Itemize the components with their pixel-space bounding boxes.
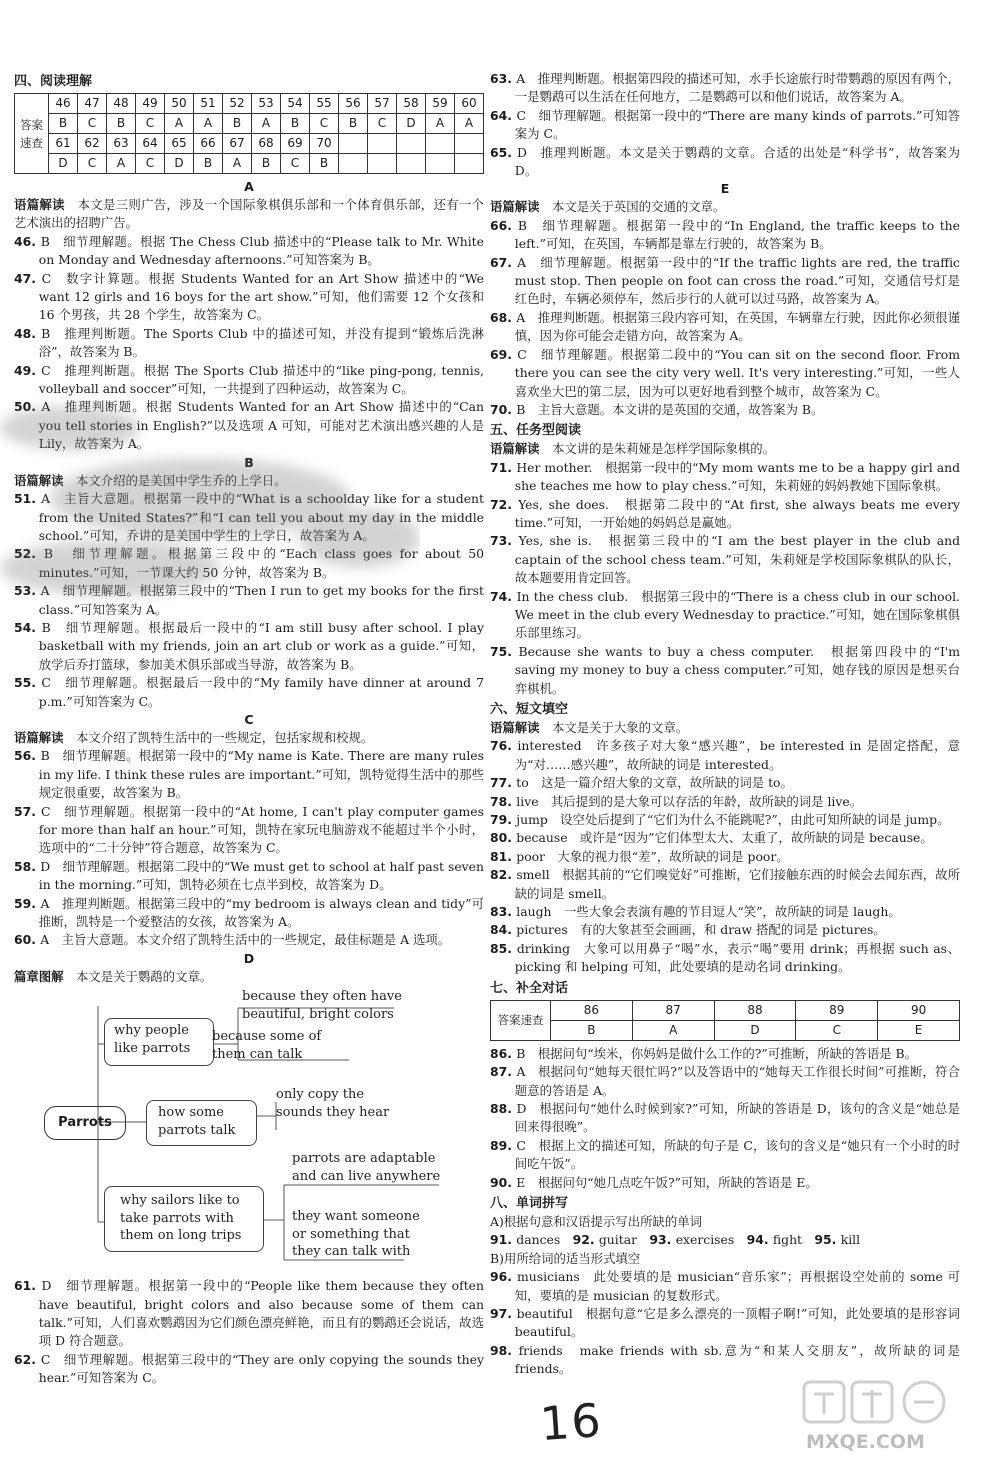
item-number: 66. (490, 217, 518, 233)
item-number: 49. (14, 362, 42, 378)
answer-item (14, 619, 484, 674)
item-explanation: Her mother. 根据第一段中的“My mom wants me to be a happy girl and she teaches me how to play chess.”可知，朱莉娅的妈妈教她下国际象棋。 (514, 459, 960, 494)
answer-table-cell: 62 (78, 134, 107, 154)
answer-table-cell: 55 (310, 94, 339, 114)
answer-table-cell: C (310, 114, 339, 134)
answer-table-cell: A (455, 114, 484, 134)
item-number: 90. (490, 1174, 517, 1190)
answer-table-cell: A (252, 114, 281, 134)
passage-letter-c: C (244, 711, 254, 727)
answer-item (490, 401, 960, 419)
intro-label: 语篇解读 (14, 729, 64, 745)
section6-intro (490, 719, 960, 737)
answer-table-cell: A (632, 1020, 714, 1040)
item-explanation: Yes, she is. 根据第三段中的“I am the best player in the club and captain of the school chess team.”可知，朱莉娅是学校国际象棋队的队长，故本题要用肯定回答。 (514, 533, 961, 586)
passage-a-intro (14, 196, 484, 233)
answer-item (14, 1351, 484, 1388)
answer-table-cell: B (252, 154, 281, 174)
answer-table-cell: 63 (107, 134, 136, 154)
item-number: 53. (14, 583, 41, 599)
right-column (490, 70, 960, 1379)
item-number: 81. (490, 848, 517, 864)
answer-table-cell: A (194, 114, 223, 134)
item-explanation: laugh 一些大象会表演有趣的节目逗人“笑”，故所缺的词是 laugh。 (516, 904, 901, 920)
left-column (14, 70, 484, 1388)
item-explanation: C 细节理解题。根据第一段中的“There are many kinds of parrots.”可知答案为 C。 (514, 107, 961, 142)
answer-table-row (15, 94, 484, 114)
item-number: 98. (490, 1342, 519, 1358)
item-explanation: pictures 有的大象甚至会画画，和 draw 搭配的词是 pictures。 (516, 922, 886, 938)
section6-items (490, 737, 960, 976)
answer-table-row (491, 1020, 960, 1040)
answer-table-cell (455, 134, 484, 154)
answer-table-cell: 61 (49, 134, 78, 154)
item-number: 68. (490, 309, 517, 325)
intro-text: 本文介绍的是美国中学生乔的上学日。 (75, 472, 287, 488)
item-explanation: A 推理判断题。根据第四段的描述可知，水手长途旅行时带鹦鹉的原因有两个，一是鹦鹉可以生活在任何地方，二是鹦鹉可以和他们说话，故答案为 A。 (514, 71, 960, 105)
section8-part-a-answers (490, 1231, 960, 1249)
section8-items (490, 1268, 960, 1378)
item-number: 89. (490, 1137, 517, 1153)
answer-table-cell: 51 (194, 94, 223, 114)
item-number: 94. (746, 1232, 773, 1248)
mind-map-branch-why-people: why people like parrots (114, 1023, 191, 1056)
item-explanation: poor 大象的视力很“差”，故所缺的词是 poor。 (516, 848, 789, 864)
item-number: 92. (572, 1232, 599, 1248)
answer-item (490, 866, 960, 903)
passage-letter-e: E (720, 181, 730, 197)
answer-item (490, 346, 960, 401)
item-number: 77. (490, 775, 517, 791)
answer-table-cell: C (796, 1020, 878, 1040)
answer-table-cell: B (49, 114, 78, 134)
answer-table-cell: B (223, 114, 252, 134)
answer-item (490, 70, 960, 107)
item-number: 87. (490, 1064, 517, 1080)
answer-table-46-70 (14, 93, 484, 174)
item-explanation: Yes, she does. 根据第二段中的“At first, she always beats me every time.”可知，一开始她的妈妈总是赢她。 (514, 496, 961, 530)
answer-item (14, 582, 484, 619)
item-number: 52. (14, 546, 44, 562)
item-explanation: interested 许多孩子对大象“感兴趣”，be interested in 是固定搭配，意为“对……感兴趣”，故所缺的词是 interested。 (514, 738, 961, 772)
item-explanation: D 根据问句“她什么时候到家?”可知，所缺的答语是 D，该句的含义是“她总是回来得很晚”。 (514, 1100, 960, 1135)
answer-item (490, 459, 960, 496)
item-explanation: C 数字计算题。根据 Students Wanted for an Art Show 描述中的“We want 12 girls and 16 boys for the art show.”可知，他们需要 12 个女孩和 16 个男孩，共 28 个学生，故答案为 C。 (38, 270, 484, 323)
item-explanation: D 细节理解题。根据第二段中的“We must get to school at half past seven in the morning.”可知，凯特必须在七点半到校，故答案为 D。 (38, 858, 484, 893)
answer-table-cell: C (136, 114, 165, 134)
section-heading-task-reading: 五、任务型阅读 (490, 423, 582, 439)
item-number: 72. (490, 496, 519, 512)
answer-item (14, 398, 484, 453)
answer-table-cell: 60 (455, 94, 484, 114)
answer-item (490, 217, 960, 254)
answer-table-cell: D (165, 154, 194, 174)
item-number: 46. (14, 233, 41, 249)
item-explanation: friends make friends with sb.意为“和某人交朋友”，故所缺的词是 friends。 (514, 1342, 960, 1377)
passage-letter-b: B (244, 454, 254, 470)
section-heading-spelling: 八、单词拼写 (490, 1195, 569, 1211)
answer-item (14, 747, 484, 802)
item-number: 80. (490, 830, 517, 846)
answer-item (14, 545, 484, 582)
watermark-logo (800, 1378, 990, 1456)
answer-item (490, 829, 960, 847)
item-explanation: C 细节理解题。根据第三段中的“They are only copying the sounds they hear.”可知答案为 C。 (38, 1351, 484, 1386)
intro-text: 本文是三则广告，涉及一个国际象棋俱乐部和一个体育俱乐部，还有一个艺术演出的招聘广告。 (14, 197, 485, 231)
answer-item (14, 362, 484, 399)
answer-table-cell (339, 134, 368, 154)
answer-item (14, 931, 484, 949)
answer-table-cell: 47 (78, 94, 107, 114)
item-number: 95. (814, 1232, 841, 1248)
item-explanation: B 细节理解题。根据第一段中的“In England, the traffic keeps to the left.”可知，在英国，车辆都是靠左行驶的，故答案为 B。 (514, 217, 960, 252)
answer-item (490, 1305, 960, 1342)
item-explanation: B 细节理解题。根据第三段中的“Each class goes for about 50 minutes.”可知，一节课大约 50 分钟，故答案为 B。 (38, 546, 484, 580)
item-number: 73. (490, 533, 519, 549)
mind-map-leaf-copy-sounds: only copy the sounds they hear (276, 1087, 390, 1120)
passage-e-intro (490, 198, 960, 216)
item-number: 56. (14, 748, 41, 764)
answer-table-cell: A (107, 154, 136, 174)
answer-item (14, 1277, 484, 1351)
mind-map-branch-how-talk: how some parrots talk (158, 1105, 236, 1138)
answer-table-cell: A (223, 154, 252, 174)
answer-item (490, 1063, 960, 1100)
answer-table-cell: C (368, 114, 397, 134)
mind-map-branch-sailors: why sailors like to take parrots with them on long trips (120, 1193, 242, 1244)
intro-text: 本文是关于鹦鹉的文章。 (75, 968, 213, 984)
item-explanation: A 推理判断题。根据 Students Wanted for an Art Show 描述中的“Can you tell stories in English?”以及选项 A 可知，可能对艺术演出感兴趣的人是 Lily，故答案为 A。 (38, 399, 484, 452)
answer-table-row (15, 154, 484, 174)
answer-item (14, 803, 484, 858)
item-number: 91. (490, 1232, 517, 1248)
passage-letter-a: A (244, 179, 254, 194)
spelling-answer: exercises (675, 1232, 747, 1248)
answer-table-cell: 90 (878, 1000, 960, 1020)
passage-d-items (14, 1277, 484, 1387)
answer-item (490, 1137, 960, 1174)
section5-intro (490, 440, 960, 458)
answer-item (490, 1268, 960, 1305)
answer-table-side-label: 答案速查 (15, 94, 49, 174)
answer-table-cell: C (136, 154, 165, 174)
section8-part-b-label: B)用所给词的适当形式填空 (490, 1250, 641, 1266)
parrots-mind-map (14, 990, 484, 1275)
answer-item (490, 254, 960, 309)
passage-a-items (14, 233, 484, 454)
answer-table-cell: D (397, 114, 426, 134)
answer-item (490, 848, 960, 866)
mind-map-leaf-talk: because some of them can talk (212, 1029, 322, 1062)
item-explanation: because 或许是“因为”它们体型太大、太重了，故所缺的词是 because。 (516, 830, 933, 846)
answer-table-cell: 57 (368, 94, 397, 114)
item-explanation: C 根据上文的描述可知，所缺的句子是 C，该句的含义是“她只有一个小时的时间吃午饭”。 (514, 1137, 961, 1172)
item-explanation: musicians 此处要填的是 musician“音乐家”；再根据设空处前的 some 可知，要填的是 musician 的复数形式。 (514, 1269, 960, 1303)
answer-table-cell (426, 134, 455, 154)
answer-item (490, 107, 960, 144)
answer-item (490, 940, 960, 977)
answer-table-cell: 65 (165, 134, 194, 154)
item-number: 54. (14, 619, 42, 635)
answer-table-cell (455, 154, 484, 174)
answer-table-cell (368, 154, 397, 174)
item-number: 74. (490, 588, 517, 604)
section7-items (490, 1045, 960, 1192)
answer-item (14, 490, 484, 545)
passage-e-items (490, 217, 960, 419)
answer-item (490, 793, 960, 811)
intro-label: 语篇解读 (490, 720, 540, 735)
item-number: 71. (490, 459, 517, 475)
item-number: 60. (14, 932, 41, 948)
item-explanation: C 细节理解题。根据第二段中的“You can sit on the second floor. From there you can see the city very well. It's very interesting.”可知，一些人喜欢坐大巴的第二层，因为可以更好地看到整个城市，故答案为 C。 (514, 346, 960, 399)
item-number: 57. (14, 803, 41, 819)
item-explanation: D 细节理解题。根据第一段中的“People like them because they often have beautiful, bright colors and also because some of them can talk.”可知，人们喜欢鹦鹉因为它们颜色漂亮鲜艳，而且有的鹦鹉还会说话，故选项 D 符合题意。 (38, 1278, 484, 1349)
item-explanation: beautiful 根据句意“它是多么漂亮的一顶帽子啊!”可知，此处要填的是形容词 beautiful。 (514, 1305, 960, 1340)
item-number: 64. (490, 107, 517, 123)
answer-item (14, 233, 484, 270)
answer-table-cell: B (339, 114, 368, 134)
passage-d-continued-items (490, 70, 960, 180)
section8-part-a-label: A)根据句意和汉语提示写出所缺的单词 (490, 1213, 703, 1229)
answer-table-cell: D (714, 1020, 796, 1040)
item-number: 97. (490, 1305, 517, 1321)
item-number: 78. (490, 793, 517, 809)
answer-item (490, 309, 960, 346)
intro-label: 语篇解读 (490, 441, 540, 457)
section-heading-cloze: 六、短文填空 (490, 702, 569, 717)
item-number: 59. (14, 895, 41, 911)
passage-letter-d: D (243, 950, 255, 966)
item-explanation: E 根据问句“她几点吃午饭?”可知，所缺的答语是 E。 (516, 1174, 818, 1190)
answer-table-cell: B (551, 1020, 633, 1040)
item-explanation: A 主旨大意题。本文介绍了凯特生活中的一些规定，最佳标题是 A 选项。 (40, 932, 451, 948)
item-number: 69. (490, 346, 518, 362)
answer-table-cell: D (49, 154, 78, 174)
answer-table-cell: 88 (714, 1000, 796, 1020)
answer-table-side-label: 答案速查 (491, 1000, 551, 1040)
answer-table-row (15, 134, 484, 154)
item-explanation: live 其后提到的是大象可以存活的年龄，故所缺的词是 live。 (516, 793, 863, 809)
answer-table-cell: 58 (397, 94, 426, 114)
answer-table-cell (426, 154, 455, 174)
item-explanation: A 主旨大意题。根据第一段中的“What is a schoolday like for a student from the United States?”和“I can tell you about my day in the middle school.”可知，乔讲的是美国中学生的上学日，故答案为 A。 (38, 491, 485, 543)
item-number: 93. (649, 1232, 676, 1248)
answer-table-cell (397, 154, 426, 174)
answer-table-cell: 59 (426, 94, 455, 114)
answer-table-86-90 (490, 1000, 960, 1041)
answer-item (490, 588, 960, 643)
item-explanation: A 根据问句“她每天很忙吗?”以及答语中的“她每天工作很长时间”可推断，符合题意的答语是 A。 (514, 1064, 960, 1098)
item-explanation: B 细节理解题。根据第一段中的“My name is Kate. There are many rules in my life. I think these rules are important.”可知，凯特觉得生活中的那些规定很重要，故答案为 B。 (38, 748, 485, 801)
answer-table-cell: 49 (136, 94, 165, 114)
spelling-answer: kill (840, 1232, 873, 1248)
item-explanation: to 这是一篇介绍大象的文章，故所缺的词是 to。 (516, 775, 793, 791)
intro-label: 语篇解读 (14, 472, 64, 488)
item-number: 85. (490, 940, 517, 956)
answer-table-cell: B (281, 114, 310, 134)
item-number: 75. (490, 643, 519, 659)
mind-map-leaf-talk-with: they want someone or something that they can talk with (292, 1209, 420, 1260)
answer-table-cell: 54 (281, 94, 310, 114)
item-number: 96. (490, 1269, 518, 1285)
item-number: 61. (14, 1278, 42, 1294)
answer-table-cell: 53 (252, 94, 281, 114)
item-explanation: A 推理判断题。根据第三段内容可知，在英国，车辆靠左行驶，因此你必须很谨慎，因为你可能会走错方向，故答案为 A。 (514, 309, 960, 344)
answer-table-cell: 56 (339, 94, 368, 114)
item-explanation: A 推理判断题。根据第三段中的“my bedroom is always clean and tidy”可推断，凯特是一个爱整洁的女孩，故答案为 A。 (38, 895, 484, 930)
svg-text:MXQE.COM: MXQE.COM (806, 1431, 925, 1453)
answer-table-cell (368, 134, 397, 154)
mind-map-leaf-adaptable: parrots are adaptable and can live anywhere (292, 1151, 441, 1184)
item-explanation: C 细节理解题。根据第一段中的“At home, I can't play computer games for more than half an hour.”可知，凯特在家玩电脑游戏不能超过半个小时，选项中的“二十分钟”符合题意，故答案为 C。 (38, 803, 484, 856)
answer-table-cell: C (281, 154, 310, 174)
item-explanation: C 细节理解题。根据最后一段中的“My family have dinner at around 7 p.m.”可知答案为 C。 (38, 675, 484, 709)
item-number: 83. (490, 904, 517, 920)
section5-items (490, 459, 960, 698)
passage-c-intro (14, 729, 484, 747)
item-number: 79. (490, 812, 517, 828)
item-number: 67. (490, 254, 518, 270)
answer-item (14, 325, 484, 362)
item-number: 48. (14, 325, 42, 341)
item-number: 58. (14, 858, 41, 874)
passage-d-intro (14, 968, 484, 986)
answer-item (490, 903, 960, 921)
item-explanation: B 推理判断题。The Sports Club 中的描述可知，并没有提到“锻炼后洗淋浴”，故答案为 B。 (38, 325, 484, 360)
intro-text: 本文是关于英国的交通的文章。 (551, 199, 726, 215)
passage-c-items (14, 747, 484, 949)
answer-table-row (15, 114, 484, 134)
intro-text: 本文介绍了凯特生活中的一些规定，包括家规和校规。 (75, 729, 374, 745)
answer-table-cell: A (426, 114, 455, 134)
spelling-answer: guitar (598, 1232, 650, 1248)
answer-table-cell: E (878, 1020, 960, 1040)
answer-item (490, 1045, 960, 1063)
intro-text: 本文讲的是朱莉娅是怎样学国际象棋的。 (551, 441, 775, 457)
answer-item (490, 1174, 960, 1192)
item-explanation: Because she wants to buy a chess computer. 根据第四段中的“I'm saving my money to buy a chess computer.”可知，她存钱的原因是想买台弈棋机。 (514, 643, 960, 696)
answer-item (490, 532, 960, 587)
section-heading-dialogue: 七、补全对话 (490, 980, 569, 996)
spelling-answer: dances (516, 1232, 573, 1248)
answer-item (14, 674, 484, 711)
item-explanation: A 细节理解题。根据第三段中的“Then I run to get my books for the first class.”可知答案为 A。 (38, 583, 484, 617)
item-explanation: B 细节理解题。根据 The Chess Club 描述中的“Please talk to Mr. White on Monday and Wednesday afternoons.”可知答案为 B。 (38, 233, 484, 268)
answer-table-cell: 87 (632, 1000, 714, 1020)
handwritten-page-number: 16 (538, 1392, 605, 1452)
mind-map-center: Parrots (44, 1106, 126, 1140)
answer-table-cell: 48 (107, 94, 136, 114)
answer-item (490, 643, 960, 698)
answer-table-cell: 64 (136, 134, 165, 154)
answer-item (490, 811, 960, 829)
answer-table-cell: 86 (551, 1000, 633, 1020)
answer-table-cell: 67 (223, 134, 252, 154)
answer-table-cell: 89 (796, 1000, 878, 1020)
item-number: 55. (14, 675, 42, 691)
answer-table-cell: A (165, 114, 194, 134)
item-number: 76. (490, 738, 518, 754)
item-number: 51. (14, 491, 42, 507)
item-number: 86. (490, 1045, 517, 1061)
answer-item (490, 921, 960, 939)
answer-table-cell: 70 (310, 134, 339, 154)
answer-table-cell (339, 154, 368, 174)
spelling-answer: fight (772, 1232, 815, 1248)
answer-table-cell: 68 (252, 134, 281, 154)
item-number: 65. (490, 144, 517, 160)
item-explanation: drinking 大象可以用鼻子“喝”水，表示“喝”要用 drink；再根据 such as、picking 和 helping 可知，此处要填的是动名词 drinking。 (514, 940, 960, 975)
answer-table-cell: 46 (49, 94, 78, 114)
answer-item (14, 270, 484, 325)
item-explanation: B 根据问句“埃米，你妈妈是做什么工作的?”可推断，所缺的答语是 B。 (516, 1045, 918, 1061)
answer-item (490, 737, 960, 774)
answer-item (490, 144, 960, 181)
passage-b-items (14, 490, 484, 711)
answer-table-cell: B (194, 154, 223, 174)
answer-item (490, 1100, 960, 1137)
answer-table-cell (397, 134, 426, 154)
item-explanation: A 细节理解题。根据第一段中的“If the traffic lights are red, the traffic must stop. Then people on foot can cross the road.”可知，交通信号灯是红色时，车辆必须停车，然后步行的人就可以过马路，故答案为 A。 (514, 254, 960, 307)
item-number: 70. (490, 401, 517, 417)
intro-text: 本文是关于大象的文章。 (551, 720, 689, 735)
answer-table-cell: 50 (165, 94, 194, 114)
intro-label: 篇章图解 (14, 968, 64, 984)
intro-label: 语篇解读 (490, 199, 540, 215)
answer-table-cell: 66 (194, 134, 223, 154)
item-explanation: B 细节理解题。根据最后一段中的“I am still busy after school. I play basketball with my friends, join an art club or work as a guide.”可知，放学后乔打篮球，参加美术俱乐部或当导游，故答案为 B。 (38, 619, 484, 672)
item-number: 63. (490, 71, 517, 86)
answer-table-cell: C (78, 114, 107, 134)
item-explanation: In the chess club. 根据第三段中的“There is a chess club in our school. We meet in the club every Wednesday to practice.”可知，她在国际象棋俱乐部里练习。 (514, 588, 960, 641)
item-number: 62. (14, 1351, 41, 1367)
item-number: 50. (14, 399, 42, 415)
answer-item (14, 895, 484, 932)
item-number: 82. (490, 867, 517, 883)
mind-map-leaf-colors: because they often have beautiful, bright colors (242, 989, 402, 1022)
answer-item (490, 774, 960, 792)
passage-b-intro (14, 472, 484, 490)
item-explanation: jump 设空处后提到了“它们为什么不能跳呢?”，由此可知所缺的词是 jump。 (516, 812, 950, 828)
answer-table-cell: B (310, 154, 339, 174)
answer-item (14, 858, 484, 895)
item-explanation: B 主旨大意题。本文讲的是英国的交通，故答案为 B。 (516, 401, 824, 417)
item-number: 88. (490, 1100, 517, 1116)
answer-table-cell: 69 (281, 134, 310, 154)
item-explanation: C 推理判断题。根据 The Sports Club 描述中的“like ping-pong, tennis, volleyball and soccer”可知，一共提到了四种运动，故答案为 C。 (38, 362, 484, 397)
item-explanation: D 推理判断题。本文是关于鹦鹉的文章。合适的出处是“科学书”，故答案为 D。 (514, 144, 960, 179)
answer-table-cell: C (78, 154, 107, 174)
intro-label: 语篇解读 (14, 197, 65, 212)
item-number: 84. (490, 922, 517, 938)
answer-item (490, 496, 960, 533)
answer-table-cell: B (107, 114, 136, 134)
section-heading-reading: 四、阅读理解 (14, 74, 93, 89)
answer-table-row (491, 1000, 960, 1020)
answer-item (490, 1342, 960, 1379)
item-explanation: smell 根据其前的“它们嗅觉好”可推断，它们接触东西的时候会去闻东西，故所缺的词是 smell。 (514, 867, 961, 901)
item-number: 47. (14, 270, 42, 286)
answer-table-cell: 52 (223, 94, 252, 114)
